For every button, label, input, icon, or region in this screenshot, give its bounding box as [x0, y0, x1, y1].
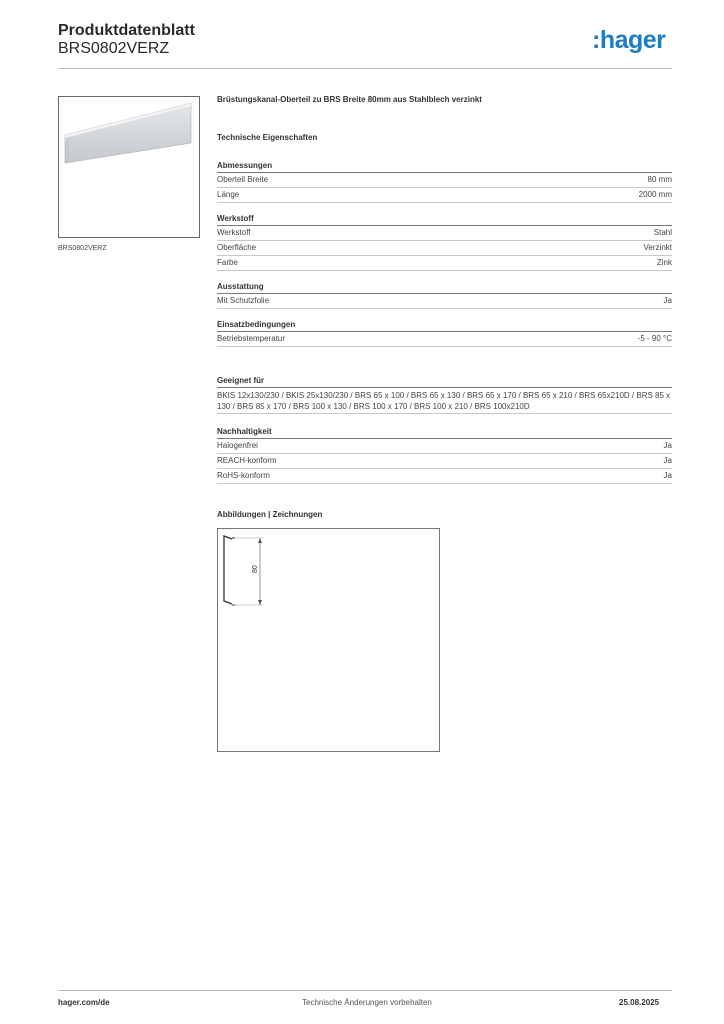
profile-drawing-icon [218, 529, 439, 751]
row-label: REACH-konform [217, 456, 277, 465]
section-abmessungen [217, 160, 672, 203]
product-render-icon [59, 97, 199, 237]
table-row [217, 332, 672, 347]
section-title: Werkstoff [217, 213, 672, 226]
footer-notice: Technische Änderungen vorbehalten [302, 998, 432, 1007]
row-value: 2000 mm [638, 190, 672, 199]
row-value: 80 mm [647, 175, 672, 184]
table-row [217, 188, 672, 203]
product-description: Brüstungskanal-Oberteil zu BRS Breite 80mm aus Stahlblech verzinkt [217, 95, 482, 104]
row-value: Verzinkt [643, 243, 672, 252]
product-details [217, 95, 672, 494]
row-label: Länge [217, 190, 240, 199]
row-value: -5 - 90 °C [637, 334, 672, 343]
hager-logo: :hager [592, 26, 666, 54]
section-einsatzbedingungen [217, 319, 672, 347]
row-value: Ja [663, 456, 672, 465]
section-title: Geeignet für [217, 375, 672, 388]
product-image [58, 96, 200, 238]
row-value: Zink [656, 258, 672, 267]
table-row [217, 226, 672, 241]
row-label: Oberfläche [217, 243, 257, 252]
table-row [217, 439, 672, 454]
table-row [217, 256, 672, 271]
row-label: Halogenfrei [217, 441, 258, 450]
product-code: BRS0802VERZ [58, 40, 170, 57]
section-title: Einsatzbedingungen [217, 319, 672, 332]
section-title: Ausstattung [217, 281, 672, 294]
row-value: Ja [663, 471, 672, 480]
table-row [217, 294, 672, 309]
row-label: Oberteil Breite [217, 175, 269, 184]
table-row [217, 469, 672, 484]
row-label: Farbe [217, 258, 238, 267]
header-divider [58, 68, 672, 69]
footer-divider [58, 990, 672, 991]
section-title: Nachhaltigkeit [217, 426, 672, 439]
row-label: Betriebstemperatur [217, 334, 286, 343]
technical-heading: Technische Eigenschaften [217, 133, 318, 142]
section-geeignet-fuer [217, 375, 672, 414]
section-nachhaltigkeit [217, 426, 672, 484]
technical-drawing [217, 528, 440, 752]
illustrations-heading: Abbildungen | Zeichnungen [217, 510, 323, 519]
table-row [217, 454, 672, 469]
product-caption: BRS0802VERZ [58, 245, 107, 252]
row-label: Werkstoff [217, 228, 251, 237]
section-ausstattung [217, 281, 672, 309]
section-title: Abmessungen [217, 160, 672, 173]
table-row [217, 173, 672, 188]
row-label: RoHS-konform [217, 471, 270, 480]
row-value: Ja [663, 441, 672, 450]
section-werkstoff [217, 213, 672, 271]
row-value: Stahl [653, 228, 672, 237]
compatible-products: BKIS 12x130/230 / BKIS 25x130/230 / BRS 65 x 100 / BRS 65 x 130 / BRS 65 x 170 / BRS 65 x 210 / BRS 65x210D / BRS 85 x 130 / BRS 85 x 170 / BRS 100 x 130 / BRS 100 x 170 / BRS 100 x 210 / BRS 100x210D [217, 388, 672, 414]
table-row [217, 241, 672, 256]
footer-date: 25.08.2025 [619, 998, 660, 1007]
dimension-label: 80 [252, 565, 259, 573]
row-label: Mit Schutzfolie [217, 296, 270, 305]
page-title: Produktdatenblatt [58, 22, 195, 39]
footer-website-link[interactable]: hager.com/de [58, 998, 110, 1007]
row-value: Ja [663, 296, 672, 305]
